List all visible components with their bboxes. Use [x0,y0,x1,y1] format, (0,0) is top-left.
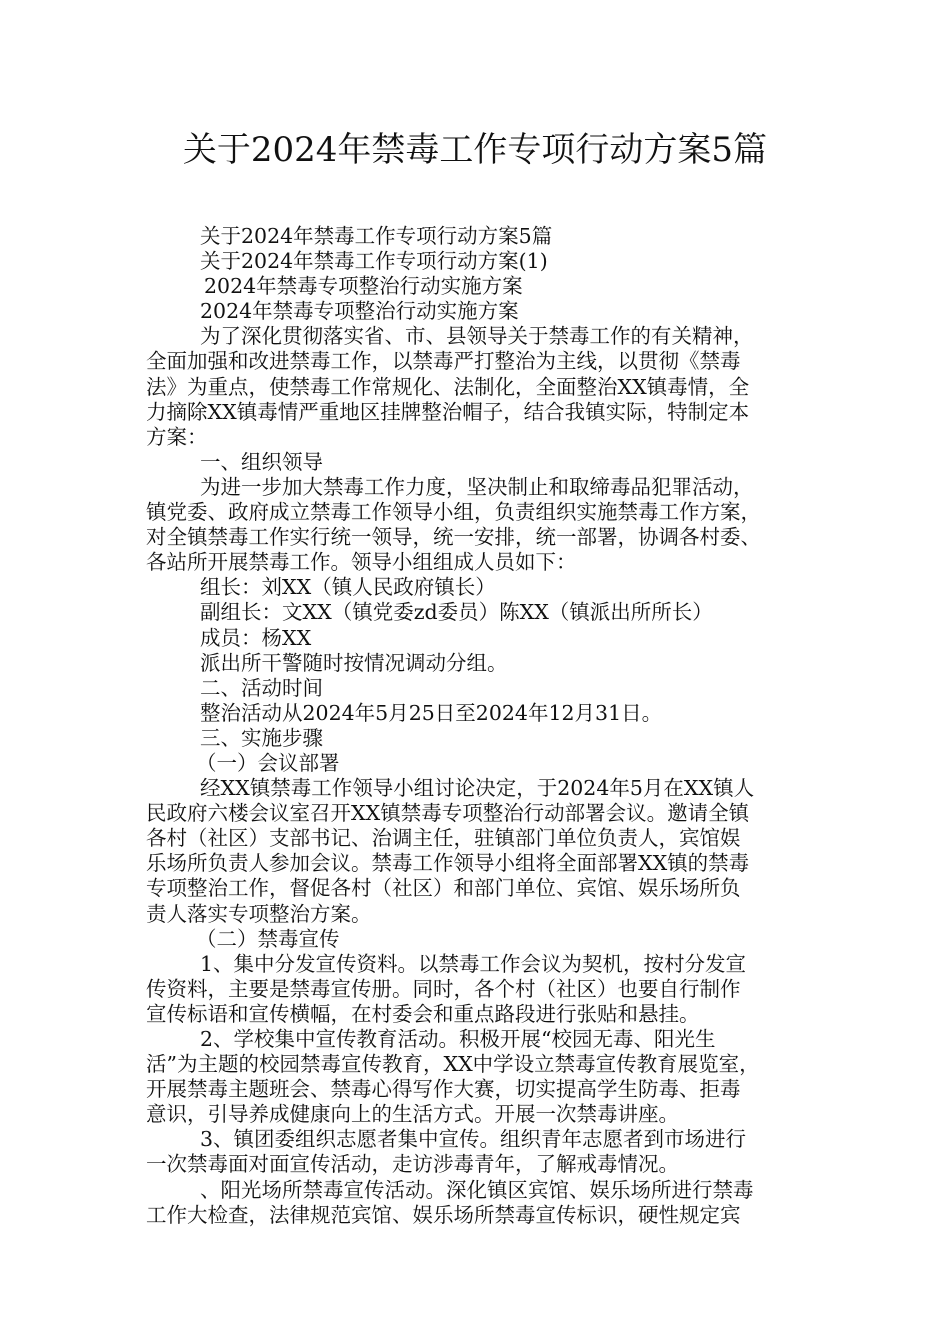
body-line-14: 各站所开展禁毒工作。领导小组组成人员如下： [146,550,577,575]
body-line-25: 各村（社区）支部书记、治调主任，驻镇部门单位负责人，宾馆娱 [146,826,741,851]
body-line-35: 开展禁毒主题班会、禁毒心得写作大赛，切实提高学生防毒、拒毒 [146,1077,741,1102]
document-title: 关于2024年禁毒工作专项行动方案5篇 [182,130,768,170]
body-line-13: 对全镇禁毒工作实行统一领导，统一安排，统一部署，协调各村委、 [146,525,761,550]
body-line-24: 民政府六楼会议室召开XX镇禁毒专项整治行动部署会议。邀请全镇 [146,801,750,826]
body-line-6: 全面加强和改进禁毒工作，以禁毒严打整治为主线，以贯彻《禁毒 [146,349,741,374]
body-line-16: 副组长：文XX（镇党委zd委员）陈XX（镇派出所所长） [200,600,713,625]
body-line-36: 意识，引导养成健康向上的生活方式。开展一次禁毒讲座。 [146,1102,679,1127]
body-line-7: 法》为重点，使禁毒工作常规化、法制化，全面整治XX镇毒情，全 [146,374,750,399]
subsection-heading-2: （二）禁毒宣传 [196,926,340,951]
body-line-40: 工作大检查，法律规范宾馆、娱乐场所禁毒宣传标识，硬性规定宾 [146,1202,741,1227]
body-line-28: 责人落实专项整治方案。 [146,901,372,926]
body-line-12: 镇党委、政府成立禁毒工作领导小组，负责组织实施禁毒工作方案， [146,500,761,525]
body-line-20: 整治活动从2024年5月25日至2024年12月31日。 [200,700,663,725]
body-line-32: 宣传标语和宣传横幅，在村委会和重点路段进行张贴和悬挂。 [146,1001,700,1026]
body-line-23: 经XX镇禁毒工作领导小组讨论决定，于2024年5月在XX镇人 [200,776,755,801]
body-line-37: 3、镇团委组织志愿者集中宣传。组织青年志愿者到市场进行 [200,1127,747,1152]
body-line-3: 2024年禁毒专项整治行动实施方案 [204,274,523,299]
body-line-11: 为进一步加大禁毒工作力度，坚决制止和取缔毒品犯罪活动， [200,474,754,499]
body-line-30: 1、集中分发宣传资料。以禁毒工作会议为契机，按村分发宣 [200,951,747,976]
body-line-26: 乐场所负责人参加会议。禁毒工作领导小组将全面部署XX镇的禁毒 [146,851,750,876]
body-line-9: 方案： [146,424,208,449]
body-line-33: 2、学校集中宣传教育活动。积极开展“校园无毒、阳光生 [200,1027,716,1051]
body-line-15: 组长：刘XX（镇人民政府镇长） [200,575,496,600]
body-line-38: 一次禁毒面对面宣传活动，走访涉毒青年，了解戒毒情况。 [146,1152,679,1177]
body-line-8: 力摘除XX镇毒情严重地区挂牌整治帽子，结合我镇实际，特制定本 [146,399,750,424]
section-heading-3: 三、实施步骤 [200,725,323,750]
section-heading-2: 二、活动时间 [200,675,323,700]
body-line-39: 、阳光场所禁毒宣传活动。深化镇区宾馆、娱乐场所进行禁毒 [200,1177,754,1202]
section-heading-1: 一、组织领导 [200,449,323,474]
subsection-heading-1: （一）会议部署 [196,750,340,775]
body-line-5: 为了深化贯彻落实省、市、县领导关于禁毒工作的有关精神， [200,324,754,349]
body-line-18: 派出所干警随时按情况调动分组。 [200,650,508,675]
body-line-1: 关于2024年禁毒工作专项行动方案5篇 [200,224,553,248]
body-line-31: 传资料，主要是禁毒宣传册。同时，各个村（社区）也要自行制作 [146,976,741,1001]
body-line-17: 成员：杨XX [200,625,312,650]
body-line-4: 2024年禁毒专项整治行动实施方案 [200,299,519,324]
document-body [146,224,836,1228]
body-line-34: 活”为主题的校园禁毒宣传教育，XX中学设立禁毒宣传教育展览室， [146,1052,760,1077]
body-line-2: 关于2024年禁毒工作专项行动方案(1) [200,249,548,274]
body-line-27: 专项整治工作，督促各村（社区）和部门单位、宾馆、娱乐场所负 [146,876,741,901]
